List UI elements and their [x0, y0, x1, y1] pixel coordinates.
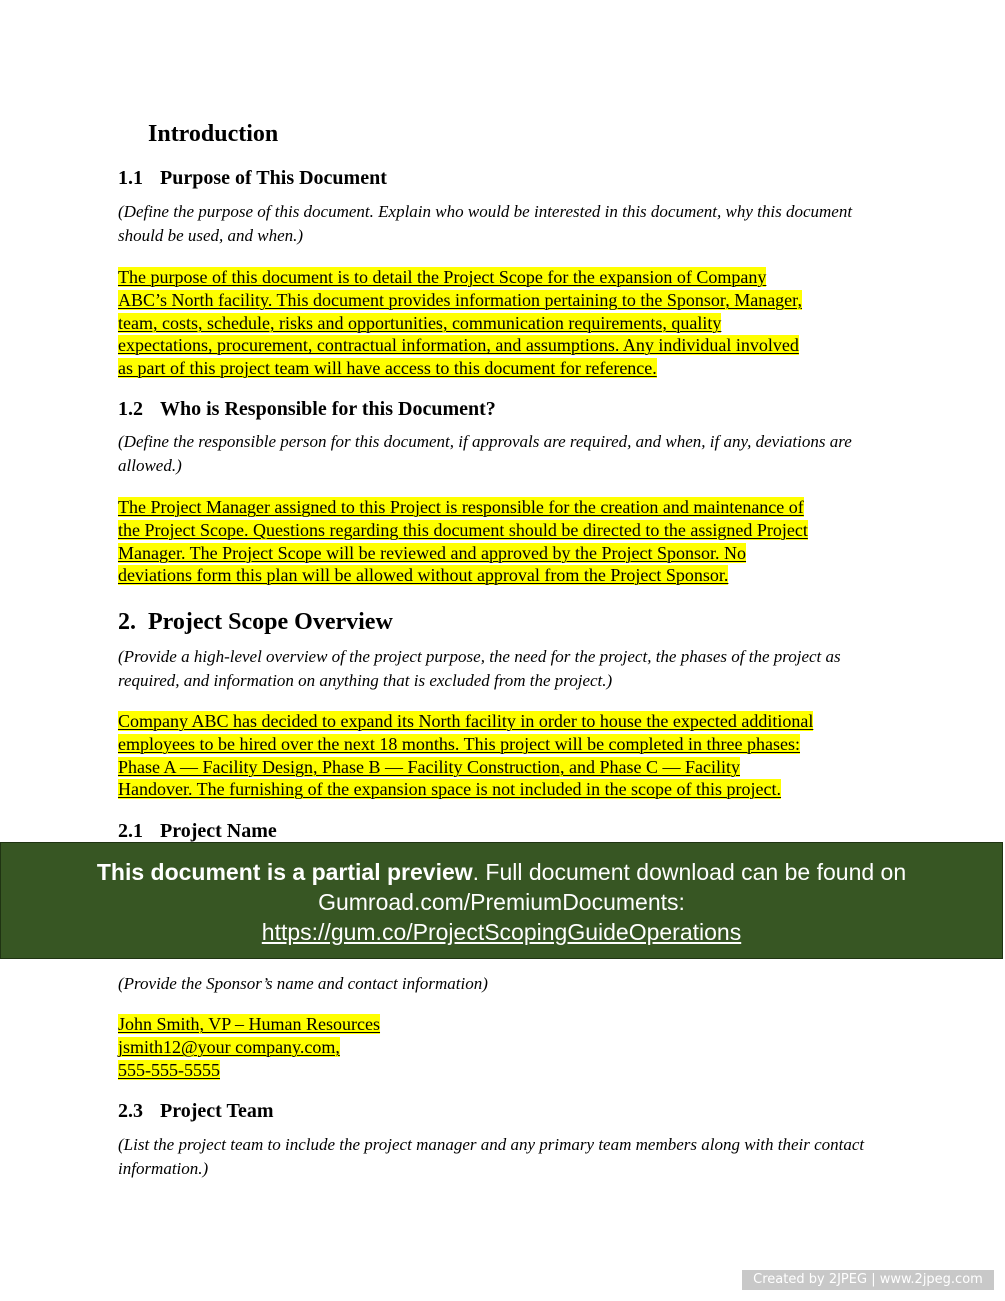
banner-line-1 — [1, 857, 1002, 887]
body-line: The Project Manager assigned to this Project is responsible for the creation and maintenance of — [118, 497, 804, 517]
section-2-3-instruction: (List the project team to include the project manager and any primary team members along with their contact information.) — [118, 1135, 865, 1178]
section-2-3-heading — [118, 1099, 274, 1123]
section-1-1-heading — [118, 166, 387, 190]
body-line: Handover. The furnishing of the expansion space is not included in the scope of this project. — [118, 779, 782, 800]
body-line: ABC’s North facility. This document provides information pertaining to the Sponsor, Manager, — [118, 289, 802, 310]
sponsor-email: jsmith12@your company.com, — [118, 1036, 340, 1057]
section-1-2-instruction: (Define the responsible person for this document, if approvals are required, and when, if any, deviations are allowed.) — [118, 432, 852, 475]
body-line: employees to be hired over the next 18 months. This project will be completed in three phases: — [118, 733, 800, 754]
sponsor-phone: 555-555-5555 — [118, 1059, 220, 1080]
body-line: team, costs, schedule, risks and opportunities, communication requirements, quality — [118, 312, 722, 333]
section-title: Purpose of This Document — [160, 167, 387, 189]
section-2-1-heading — [118, 819, 277, 843]
section-2-body — [118, 710, 893, 801]
body-line: deviations form this plan will be allowed without approval from the Project Sponsor. — [118, 565, 729, 586]
banner-text: . Full document download can be found on — [472, 859, 907, 885]
section-1-1-instruction: (Define the purpose of this document. Explain who would be interested in this document, why this document should be used, and when.) — [118, 202, 853, 245]
section-title: Who is Responsible for this Document? — [160, 398, 496, 420]
body-line: Manager. The Project Scope will be reviewed and approved by the Project Sponsor. No — [118, 542, 747, 563]
banner-bold-text: This document is a partial preview — [96, 859, 473, 885]
section-number: 2.1 — [118, 820, 143, 842]
body-line: the Project Scope. Questions regarding this document should be directed to the assigned Project — [118, 519, 808, 540]
section-number: 1.1 — [118, 167, 143, 189]
section-2-instruction: (Provide a high-level overview of the project purpose, the need for the project, the phases of the project as required, and information on anything that is excluded from the project.) — [118, 647, 841, 690]
section-1-2-body — [118, 496, 893, 587]
body-line: Phase A — Facility Design, Phase B — Facility Construction, and Phase C — Facility — [118, 756, 740, 777]
section-title: Project Name — [160, 820, 277, 842]
download-link[interactable]: https://gum.co/ProjectScopingGuideOperations — [261, 919, 742, 945]
watermark: Created by 2JPEG | www.2jpeg.com — [742, 1270, 994, 1290]
section-1-1-body — [118, 266, 893, 380]
body-line: as part of this project team will have access to this document for reference. — [118, 358, 657, 379]
section-number: 1.2 — [118, 398, 143, 420]
section-number: 2.3 — [118, 1100, 143, 1122]
sponsor-name: John Smith, VP – Human Resources — [118, 1014, 381, 1034]
partial-preview-banner — [0, 842, 1003, 959]
banner-line-2: Gumroad.com/PremiumDocuments: — [318, 889, 685, 915]
section-2-2-instruction: (Provide the Sponsor’s name and contact information) — [118, 974, 488, 993]
introduction-heading — [148, 120, 278, 148]
section-number: 2. — [118, 609, 136, 635]
section-1-2-heading — [118, 397, 496, 421]
body-line: expectations, procurement, contractual information, and assumptions. Any individual involved — [118, 335, 799, 356]
body-line: The purpose of this document is to detail the Project Scope for the expansion of Company — [118, 267, 767, 287]
sponsor-contact — [118, 1013, 893, 1081]
section-2-heading — [118, 608, 393, 636]
body-line: Company ABC has decided to expand its North facility in order to house the expected additional — [118, 711, 814, 731]
section-title: Project Scope Overview — [148, 609, 393, 635]
section-title: Project Team — [160, 1100, 274, 1122]
introduction-title: Introduction — [148, 121, 279, 147]
